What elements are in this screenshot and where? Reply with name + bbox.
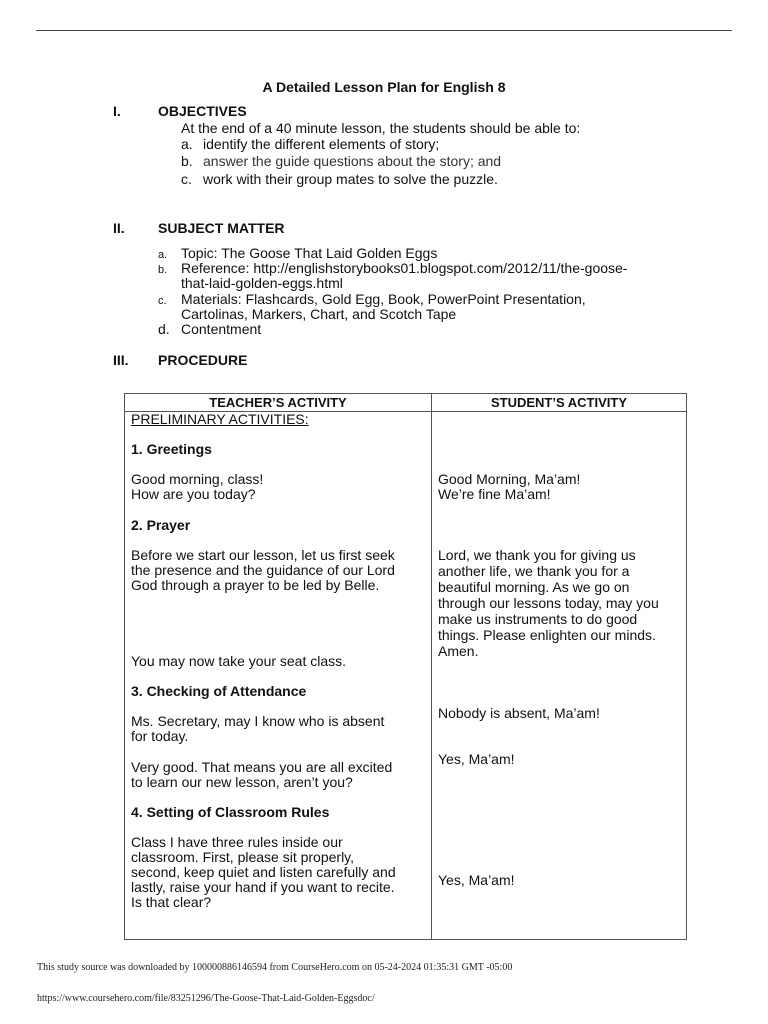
- objective-text: answer the guide questions about the story; and: [203, 153, 502, 169]
- student-line: another life, we thank you for a: [438, 563, 630, 579]
- top-rule: [36, 30, 732, 31]
- student-line: through our lessons today, may you: [438, 595, 659, 611]
- source-url: https://www.coursehero.com/file/83251296/The-Goose-That-Laid-Golden-Eggsdoc/: [37, 993, 375, 1004]
- procedure-heading: PROCEDURE: [158, 352, 248, 368]
- subject-topic: Topic: The Goose That Laid Golden Eggs: [181, 245, 438, 261]
- teacher-line: Very good. That means you are all excited: [131, 759, 393, 775]
- objective-marker: b.: [181, 153, 193, 169]
- objective-text: work with their group mates to solve the puzzle.: [203, 171, 498, 187]
- teacher-line: to learn our new lesson, aren’t you?: [131, 774, 353, 790]
- teacher-line: second, keep quiet and listen carefully and: [131, 864, 396, 880]
- subject-matter-numeral: II.: [113, 220, 125, 236]
- subject-marker: a.: [158, 249, 168, 261]
- teacher-line: God through a prayer to be led by Belle.: [131, 577, 380, 593]
- subject-matter-heading: SUBJECT MATTER: [158, 220, 285, 236]
- preliminary-activities-label: PRELIMINARY ACTIVITIES:: [131, 411, 309, 427]
- objective-marker: c.: [181, 171, 192, 187]
- student-line: Amen.: [438, 643, 479, 659]
- teacher-line: for today.: [131, 728, 189, 744]
- objective-text: identify the different elements of story;: [203, 136, 440, 152]
- subject-marker: c.: [158, 295, 167, 307]
- student-activity-header: STUDENT’S ACTIVITY: [432, 394, 687, 412]
- teacher-line: Before we start our lesson, let us first seek: [131, 547, 395, 563]
- objectives-heading: OBJECTIVES: [158, 103, 247, 119]
- objectives-intro: At the end of a 40 minute lesson, the students should be able to:: [181, 120, 581, 136]
- attendance-heading: 3. Checking of Attendance: [131, 683, 307, 699]
- objective-marker: a.: [181, 136, 193, 152]
- teacher-line: Class I have three rules inside our: [131, 834, 343, 850]
- student-line: Lord, we thank you for giving us: [438, 547, 636, 563]
- student-activity-cell: [432, 412, 687, 940]
- student-line: beautiful morning. As we go on: [438, 579, 630, 595]
- teacher-activity-cell: [125, 412, 432, 940]
- student-line: We’re fine Ma’am!: [438, 486, 551, 502]
- subject-materials: Materials: Flashcards, Gold Egg, Book, PowerPoint Presentation,: [181, 291, 586, 307]
- subject-marker: b.: [158, 264, 168, 276]
- greetings-heading: 1. Greetings: [131, 441, 212, 457]
- subject-marker: d.: [158, 321, 170, 337]
- procedure-table: [124, 393, 687, 940]
- student-line: Yes, Ma’am!: [438, 751, 515, 767]
- objectives-numeral: I.: [113, 103, 121, 119]
- student-line: make us instruments to do good: [438, 611, 638, 627]
- teacher-line: How are you today?: [131, 486, 256, 502]
- teacher-line: the presence and the guidance of our Lord: [131, 562, 395, 578]
- teacher-activity-header: TEACHER’S ACTIVITY: [125, 394, 432, 412]
- subject-reference: Reference: http://englishstorybooks01.blogspot.com/2012/11/the-goose-: [181, 260, 628, 276]
- teacher-line: Good morning, class!: [131, 471, 264, 487]
- download-notice: This study source was downloaded by 100000886146594 from CourseHero.com on 05-24-2024 01:35:31 GMT -05:00: [37, 962, 513, 973]
- student-line: Nobody is absent, Ma’am!: [438, 705, 600, 721]
- procedure-numeral: III.: [113, 352, 129, 368]
- document-title: A Detailed Lesson Plan for English 8: [262, 79, 506, 95]
- teacher-line: Is that clear?: [131, 894, 212, 910]
- teacher-line: Ms. Secretary, may I know who is absent: [131, 713, 385, 729]
- student-line: Yes, Ma’am!: [438, 872, 515, 888]
- subject-reference-cont: that-laid-golden-eggs.html: [181, 275, 343, 291]
- teacher-line: classroom. First, please sit properly,: [131, 849, 355, 865]
- prayer-heading: 2. Prayer: [131, 517, 191, 533]
- subject-materials-cont: Cartolinas, Markers, Chart, and Scotch Tape: [181, 306, 457, 322]
- student-line: Good Morning, Ma’am!: [438, 471, 581, 487]
- classroom-rules-heading: 4. Setting of Classroom Rules: [131, 804, 330, 820]
- subject-value: Contentment: [181, 321, 262, 337]
- teacher-line: lastly, raise your hand if you want to recite.: [131, 879, 395, 895]
- teacher-line: You may now take your seat class.: [131, 653, 347, 669]
- student-line: things. Please enlighten our minds.: [438, 627, 656, 643]
